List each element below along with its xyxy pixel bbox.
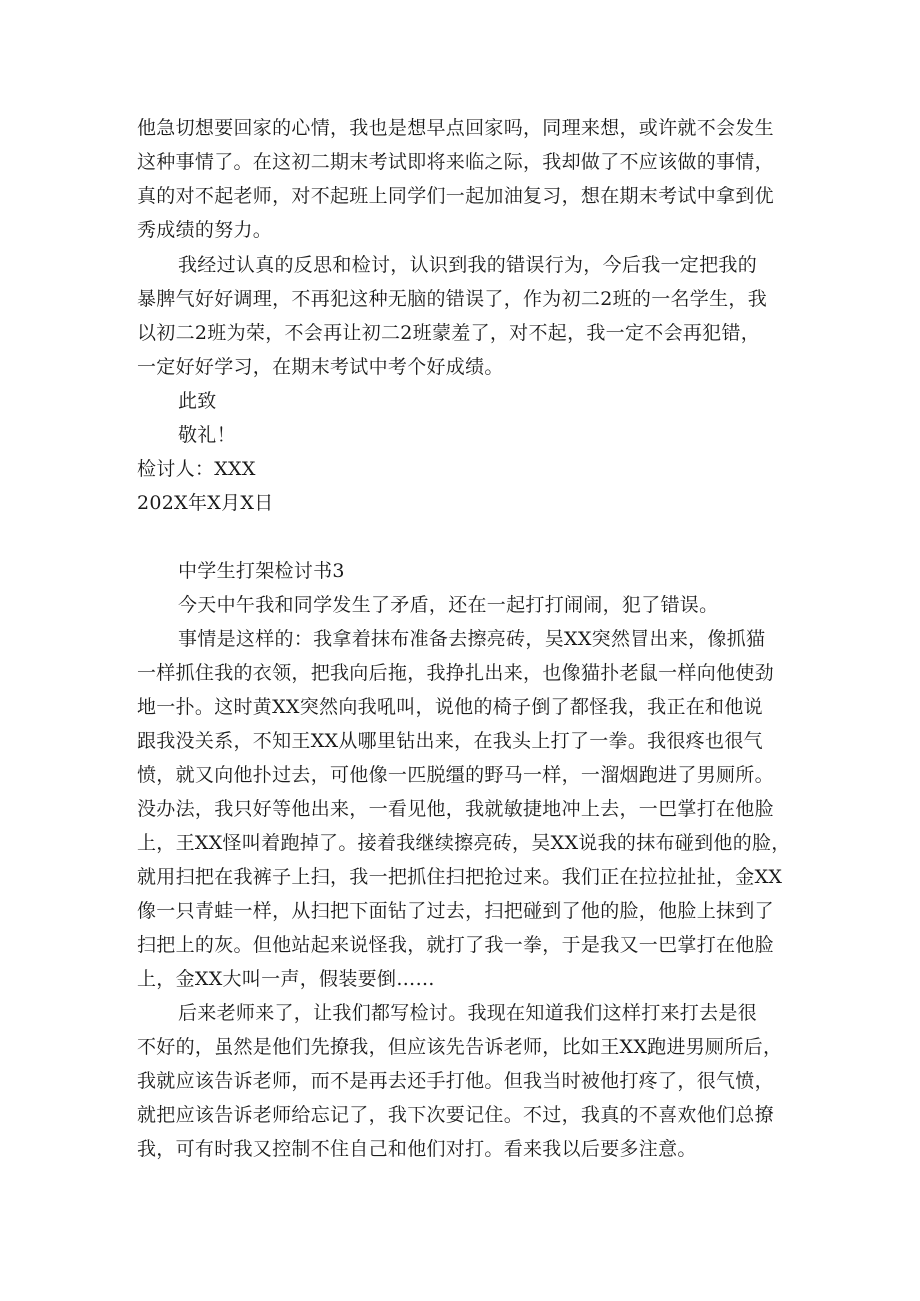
text-line: 像一只青蛙一样，从扫把下面钻了过去，扫把碰到了他的脸，他脸上抹到了 — [137, 900, 774, 922]
text-line: 我，可有时我又控制不住自己和他们对打。看来我以后要多注意。 — [137, 1138, 697, 1160]
text-line: 扫把上的灰。但他站起来说怪我，就打了我一拳，于是我又一巴掌打在他脸 — [137, 934, 774, 956]
text-line: 愤，就又向他扑过去，可他像一匹脱缰的野马一样，一溜烟跑进了男厕所。 — [137, 764, 774, 786]
text-line: 他急切想要回家的心情，我也是想早点回家吗，同理来想，或许就不会发生 — [137, 117, 774, 139]
section-heading: 中学生打架检讨书3 — [178, 560, 345, 582]
closing-text: 此致 — [178, 390, 217, 412]
text-line: 就用扫把在我裤子上扫，我一把抓住扫把抢过来。我们正在拉拉扯扯，金XX — [137, 866, 783, 888]
text-line: 地一扑。这时黄XX突然向我吼叫，说他的椅子倒了都怪我，我正在和他说 — [137, 696, 763, 718]
text-line: 上，金XX大叫一声，假装要倒…… — [137, 968, 435, 990]
text-line: 秀成绩的努力。 — [137, 219, 273, 241]
text-line: 今天中午我和同学发生了矛盾，还在一起打打闹闹，犯了错误。 — [178, 594, 719, 616]
text-line: 这种事情了。在这初二期末考试即将来临之际，我却做了不应该做的事情， — [137, 151, 774, 173]
text-line: 以初二2班为荣，不会再让初二2班蒙羞了，对不起，我一定不会再犯错， — [137, 322, 761, 344]
text-line: 真的对不起老师，对不起班上同学们一起加油复习，想在期末考试中拿到优 — [137, 185, 774, 207]
text-line: 暴脾气好好调理，不再犯这种无脑的错误了，作为初二2班的一名学生，我 — [137, 288, 767, 310]
signature: 检讨人：XXX — [137, 458, 256, 480]
text-line: 上，王XX怪叫着跑掉了。接着我继续擦亮砖，吴XX说我的抹布碰到他的脸， — [137, 832, 791, 854]
text-line: 没办法，我只好等他出来，一看见他，我就敏捷地冲上去，一巴掌打在他脸 — [137, 798, 774, 820]
text-line: 我就应该告诉老师，而不是再去还手打他。但我当时被他打疼了，很气愤， — [137, 1070, 774, 1092]
date: 202X年X月X日 — [137, 492, 274, 514]
text-line: 一样抓住我的衣领，把我向后拖，我挣扎出来，也像猫扑老鼠一样向他使劲 — [137, 662, 774, 684]
text-line: 事情是这样的：我拿着抹布准备去擦亮砖，吴XX突然冒出来，像抓猫 — [178, 628, 766, 650]
salutation-text: 敬礼！ — [178, 424, 236, 446]
text-line: 跟我没关系，不知王XX从哪里钻出来，在我头上打了一拳。我很疼也很气 — [137, 730, 763, 752]
text-line: 就把应该告诉老师给忘记了，我下次要记住。不过，我真的不喜欢他们总撩 — [137, 1104, 774, 1126]
text-line: 一定好好学习，在期末考试中考个好成绩。 — [137, 356, 504, 378]
text-line: 不好的，虽然是他们先撩我，但应该先告诉老师，比如王XX跑进男厕所后， — [137, 1036, 783, 1058]
text-line: 后来老师来了，让我们都写检讨。我现在知道我们这样打来打去是很 — [178, 1002, 758, 1024]
text-line: 我经过认真的反思和检讨，认识到我的错误行为，今后我一定把我的 — [178, 254, 758, 276]
